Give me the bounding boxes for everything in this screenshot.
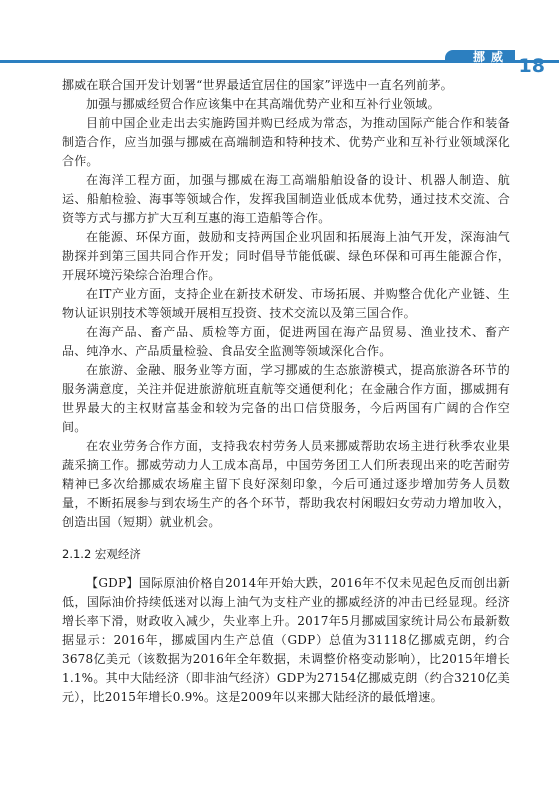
section-title: 宏观经济 — [94, 547, 141, 561]
paragraph-gdp: 【GDP】国际原油价格自2014年开始大跌，2016年不仅未见起色反而创出新低，国际油价持续低迷对以海上油气为支柱产业的挪威经济的冲击已经显现。经济增长率下滑，财政收入减少，失业率上升。2017年5月挪威国家统计局公布最新数据显示：2016年，挪威国内生产总值（GDP）总值为31118亿挪威克朗，约合3678亿美元（该数据为2016年全年数据，未调整价格变动影响），比2015年增长1.1%。其中大陆经济（即非油气经济）GDP为27154亿挪威克朗（约合3210亿美元），比2015年增长0.9%。这是2009年以来挪大陆经济的最低增速。 — [62, 576, 510, 704]
paragraph-energy: 在能源、环保方面，鼓励和支持两国企业巩固和拓展海上油气开发，深海油气勘探并到第三国共同合作开发；同时倡导节能低碳、绿色环保和可再生能源合作，开展环境污染综合治理合作。 — [62, 230, 510, 282]
paragraph-seafood: 在海产品、畜产品、质检等方面，促进两国在海产品贸易、渔业技术、畜产品、纯净水、产品质量检验、食品安全监测等领域深化合作。 — [62, 325, 510, 358]
paragraph-3: 目前中国企业走出去实施跨国并购已经成为常态，为推动国际产能合作和装备制造合作，应当加强与挪威在高端制造和特种技术、优势产业和互补行业领域深化合作。 — [62, 116, 510, 168]
paragraph-tourism: 在旅游、金融、服务业等方面，学习挪威的生态旅游模式，提高旅游各环节的服务满意度，关注并促进旅游航班直航等交通便利化；在金融合作方面，挪威拥有世界最大的主权财富基金和较为完备的出口信贷服务，今后两国有广阔的合作空间。 — [62, 363, 510, 434]
section-heading — [62, 546, 510, 562]
page-header — [0, 50, 559, 72]
paragraph-it: 在IT产业方面，支持企业在新技术研发、市场拓展、并购整合优化产业链、生物认证识别技术等领域开展相互投资、技术交流以及第三国合作。 — [62, 287, 510, 320]
header-title: 挪威 — [472, 50, 509, 64]
paragraph-ocean-engineering: 在海洋工程方面，加强与挪威在海工高端船舶设备的设计、机器人制造、航运、船舶检验、海事等领域合作，发挥我国制造业低成本优势，通过技术交流、合资等方式与挪方扩大互利互惠的海工造船等合作。 — [62, 173, 510, 225]
paragraph-1: 挪威在联合国开发计划署“世界最适宜居住的国家”评选中一直名列前茅。 — [62, 78, 453, 92]
section-number: 2.1.2 — [62, 547, 92, 561]
page-body — [62, 76, 510, 707]
page-number: 18 — [518, 55, 545, 77]
paragraph-agriculture: 在农业劳务合作方面，支持我农村劳务人员来挪威帮助农场主进行秋季农业果蔬采摘工作。挪威劳动力人工成本高昂，中国劳务团工人们所表现出来的吃苦耐劳精神已多次给挪威农场雇主留下良好深刻印象，今后可通过逐步增加劳务人员数量，不断拓展参与到农场生产的各个环节，帮助我农村闲暇妇女劳动力增加收入，创造出国（短期）就业机会。 — [62, 439, 510, 529]
paragraph-2: 加强与挪威经贸合作应该集中在其高端优势产业和互补行业领域。 — [86, 97, 440, 111]
